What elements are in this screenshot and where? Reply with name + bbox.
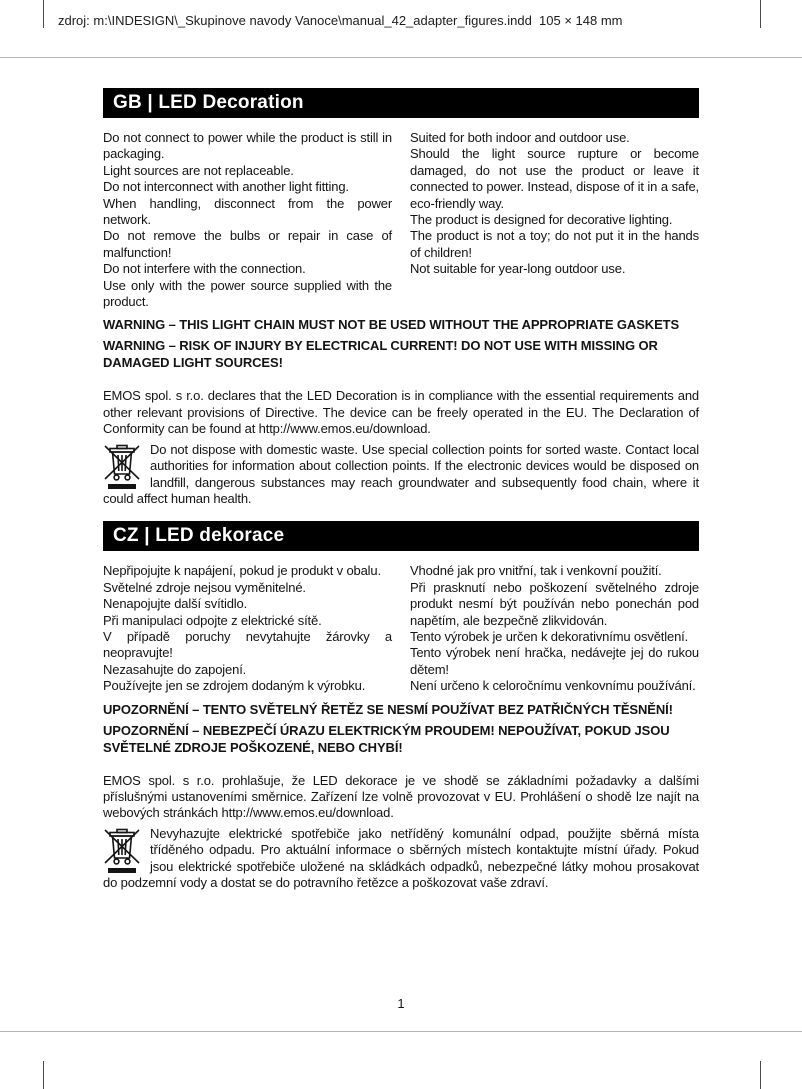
section-cz — [103, 521, 699, 891]
page-content — [103, 88, 699, 891]
cz-warnings — [103, 701, 699, 756]
gb-weee-text: Do not dispose with domestic waste. Use special collection points for sorted waste. Contact local authorities for information about collection points. If the electronic devices would be disposed on landfill, dangerous substances may reach groundwater and subsequently food chain, where it could affect human health. — [103, 441, 699, 506]
instruction-paragraph: Do not interfere with the connection. — [103, 261, 306, 277]
instruction-paragraph: Nenapojujte další svítidlo. — [103, 596, 248, 612]
instruction-paragraph: Not suitable for year-long outdoor use. — [410, 261, 626, 277]
page-number: 1 — [397, 996, 405, 1011]
instruction-paragraph: Do not connect to power while the product is still in packaging. — [103, 130, 392, 162]
trim-line-bottom — [0, 1031, 802, 1032]
warning-text: WARNING – THIS LIGHT CHAIN MUST NOT BE USED WITHOUT THE APPROPRIATE GASKETS — [103, 317, 680, 333]
instruction-paragraph: Používejte jen se zdrojem dodaným k výrobku. — [103, 678, 366, 694]
cz-columns — [103, 563, 699, 694]
warning-text: WARNING – RISK OF INJURY BY ELECTRICAL CURRENT! DO NOT USE WITH MISSING OR DAMAGED LIGHT SOURCES! — [103, 338, 658, 371]
gb-column-left — [103, 130, 392, 310]
instruction-paragraph: Do not interconnect with another light fitting. — [103, 179, 349, 195]
instruction-paragraph: Do not remove the bulbs or repair in case of malfunction! — [103, 228, 392, 260]
section-title-gb: GB | LED Decoration — [113, 92, 304, 113]
cz-weee-text: Nevyhazujte elektrické spotřebiče jako netříděný komunální odpad, použijte sběrná místa tříděného odpadu. Pro aktuální informace o sběrných místech kontaktujte místní úřady. Pokud jsou elektrické spotřebiče uložené na skládkách odpadků, nebezpečné látky mohou prosakovat do podzemní vody a dostat se do potravního řetězce a poškozovat vaše zdraví. — [103, 825, 699, 890]
trim-line-top — [0, 57, 802, 58]
warning-text: UPOZORNĚNÍ – NEBEZPEČÍ ÚRAZU ELEKTRICKÝM PROUDEM! NEPOUŽÍVAT, POKUD JSOU SVĚTELNÉ ZDROJE POŠKOZENÉ, NEBO CHYBÍ! — [103, 722, 670, 755]
section-title-cz: CZ | LED dekorace — [113, 525, 285, 547]
warning-text: UPOZORNĚNÍ – TENTO SVĚTELNÝ ŘETĚZ SE NESMÍ POUŽÍVAT BEZ PATŘIČNÝCH TĚSNĚNÍ! — [103, 701, 673, 717]
instruction-paragraph: The product is not a toy; do not put it in the hands of children! — [410, 228, 699, 260]
instruction-paragraph: Suited for both indoor and outdoor use. — [410, 130, 630, 145]
instruction-paragraph: Nezasahujte do zapojení. — [103, 661, 247, 677]
section-header-gb — [103, 88, 699, 118]
instruction-paragraph: Tento výrobek není hračka, nedávejte jej do rukou dětem! — [410, 645, 699, 677]
instruction-paragraph: Should the light source rupture or become damaged, do not use the product or leave it connected to power. Instead, dispose of it in a safe, eco-friendly way. — [410, 146, 699, 211]
instruction-paragraph: When handling, disconnect from the power network. — [103, 195, 392, 228]
crop-mark-top-right — [760, 0, 761, 28]
crop-mark-bottom-right — [760, 1061, 761, 1089]
section-header-cz — [103, 521, 699, 551]
source-path-line: zdroj: m:\INDESIGN\_Skupinove navody Vanoce\manual_42_adapter_figures.indd 105 × 148 mm — [58, 13, 623, 28]
instruction-paragraph: The product is designed for decorative lighting. — [410, 212, 673, 228]
cz-weee-block — [103, 826, 699, 892]
gb-columns — [103, 130, 699, 310]
instruction-paragraph: Nepřipojujte k napájení, pokud je produkt v obalu. — [103, 563, 381, 579]
weee-crossed-bin-icon — [103, 828, 141, 874]
gb-weee-block — [103, 442, 699, 508]
crop-mark-bottom-left — [43, 1061, 44, 1089]
cz-declaration: EMOS spol. s r.o. prohlašuje, že LED dekorace je ve shodě se základními požadavky a dalšími příslušnými ustanoveními směrnice. Zařízení lze volně provozovat v EU. Prohlášení o shodě lze najít na webových stránkách http://www.emos.eu/download. — [103, 772, 699, 821]
instruction-paragraph: Světelné zdroje nejsou vyměnitelné. — [103, 579, 306, 595]
gb-declaration: EMOS spol. s r.o. declares that the LED Decoration is in compliance with the essential requirements and other relevant provisions of Directive. The device can be freely operated in the EU. The Declaration of Conformity can be found at http://www.emos.eu/download. — [103, 388, 699, 437]
cz-column-left — [103, 563, 392, 694]
instruction-paragraph: Use only with the power source supplied with the product. — [103, 277, 392, 310]
gb-column-right — [410, 130, 699, 310]
instruction-paragraph: Vhodné jak pro vnitřní, tak i venkovní použití. — [410, 563, 662, 579]
gb-warnings — [103, 316, 699, 371]
instruction-paragraph: V případě poruchy nevytahujte žárovky a neopravujte! — [103, 628, 392, 661]
section-gb — [103, 88, 699, 507]
crop-mark-top-left — [43, 0, 44, 28]
instruction-paragraph: Tento výrobek je určen k dekorativnímu osvětlení. — [410, 628, 689, 644]
cz-column-right — [410, 563, 699, 694]
instruction-paragraph: Při prasknutí nebo poškození světelného zdroje produkt nesmí být používán nebo ponechán pod napětím, ale bezpečně zlikvidován. — [410, 579, 699, 628]
instruction-paragraph: Není určeno k celoročnímu venkovnímu používání. — [410, 678, 696, 694]
instruction-paragraph: Light sources are not replaceable. — [103, 162, 294, 178]
weee-crossed-bin-icon — [103, 444, 141, 490]
instruction-paragraph: Při manipulaci odpojte z elektrické sítě. — [103, 612, 322, 628]
